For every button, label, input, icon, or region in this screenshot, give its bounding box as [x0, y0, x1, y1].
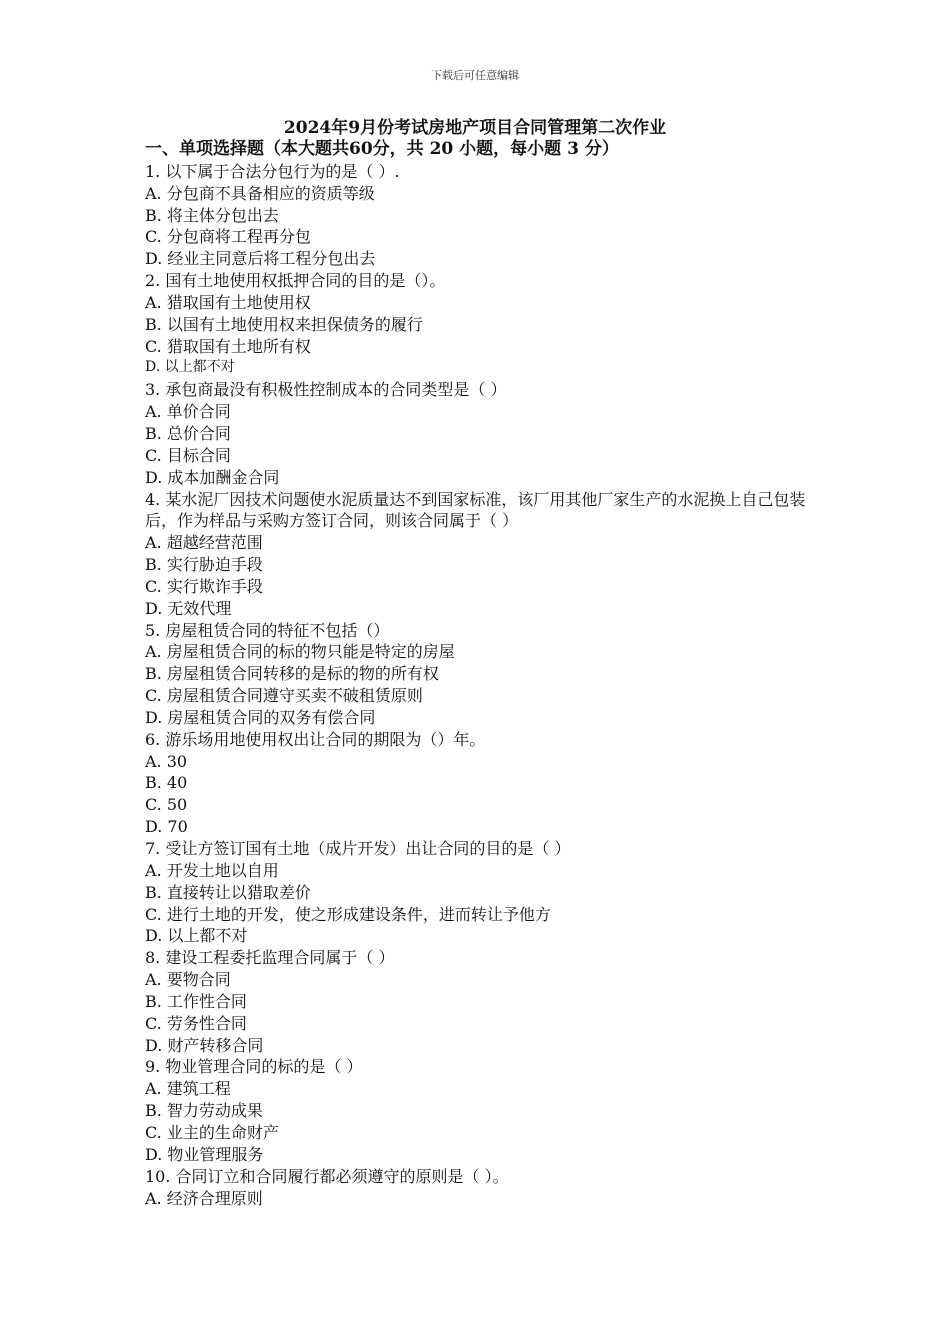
question-stem: 5. 房屋租赁合同的特征不包括（） — [145, 620, 390, 640]
question-stem: 6. 游乐场用地使用权出让合同的期限为（）年。 — [145, 729, 486, 749]
answer-option: C. 50 — [145, 795, 188, 815]
answer-option: C. 实行欺诈手段 — [145, 576, 263, 596]
question-stem: 1. 以下属于合法分包行为的是（ ）. — [145, 161, 400, 181]
question-stem: 4. 某水泥厂因技术问题使水泥质量达不到国家标准，该厂用其他厂家生产的水泥换上自己包装后，作为样品与采购方签订合同，则该合同属于（ ） — [145, 489, 806, 531]
question-stem: 9. 物业管理合同的标的是（ ） — [145, 1057, 363, 1077]
question-stem: 10. 合同订立和合同履行都必须遵守的原则是（ ）。 — [145, 1166, 509, 1186]
answer-option: D. 经业主同意后将工程分包出去 — [145, 249, 376, 269]
section-heading: 一、单项选择题（本大题共60分，共 20 小题，每小题 3 分） — [145, 139, 619, 159]
answer-option: C. 业主的生命财产 — [145, 1122, 279, 1142]
answer-option: C. 劳务性合同 — [145, 1013, 247, 1033]
answer-option: B. 总价合同 — [145, 423, 231, 443]
answer-option: D. 无效代理 — [145, 598, 232, 618]
answer-option: C. 进行土地的开发，使之形成建设条件，进而转让予他方 — [145, 904, 551, 924]
answer-option: C. 目标合同 — [145, 445, 231, 465]
answer-option: B. 以国有土地使用权来担保债务的履行 — [145, 314, 423, 334]
answer-option: A. 房屋租赁合同的标的物只能是特定的房屋 — [145, 642, 455, 662]
answer-option: A. 30 — [145, 751, 188, 771]
question-stem: 7. 受让方签订国有土地（成片开发）出让合同的目的是（ ） — [145, 839, 571, 858]
document-title: 2024年9月份考试房地产项目合同管理第二次作业 — [283, 118, 667, 138]
answer-option: A. 要物合同 — [145, 970, 231, 990]
answer-option: A. 猎取国有土地使用权 — [145, 292, 311, 312]
answer-option: B. 40 — [145, 773, 188, 793]
answer-option: D. 房屋租赁合同的双务有偿合同 — [145, 707, 376, 727]
answer-option: A. 开发土地以自用 — [145, 860, 279, 880]
answer-option: C. 房屋租赁合同遵守买卖不破租赁原则 — [145, 686, 423, 706]
answer-option: D. 以上都不对 — [145, 359, 235, 376]
answer-option: B. 工作性合同 — [145, 991, 247, 1011]
question-stem: 2. 国有土地使用权抵押合同的目的是（）。 — [145, 271, 446, 291]
answer-option: A. 单价合同 — [145, 402, 231, 422]
question-stem: 8. 建设工程委托监理合同属于（ ） — [145, 948, 395, 968]
answer-option: A. 经济合理原则 — [145, 1188, 263, 1208]
answer-option: D. 物业管理服务 — [145, 1144, 264, 1164]
question-stem: 3. 承包商最没有积极性控制成本的合同类型是（ ） — [145, 380, 507, 400]
answer-option: A. 超越经营范围 — [145, 533, 263, 553]
answer-option: C. 分包商将工程再分包 — [145, 227, 311, 247]
answer-option: C. 猎取国有土地所有权 — [145, 336, 311, 356]
answer-option: D. 财产转移合同 — [145, 1035, 264, 1055]
answer-option: A. 分包商不具备相应的资质等级 — [145, 183, 375, 203]
answer-option: D. 70 — [145, 817, 188, 837]
answer-option: D. 以上都不对 — [145, 926, 248, 946]
question-list — [145, 161, 815, 1210]
page-header-note: 下载后可任意编辑 — [431, 69, 519, 82]
answer-option: B. 智力劳动成果 — [145, 1101, 263, 1121]
answer-option: B. 房屋租赁合同转移的是标的物的所有权 — [145, 664, 439, 684]
answer-option: D. 成本加酬金合同 — [145, 467, 280, 487]
answer-option: B. 直接转让以猎取差价 — [145, 882, 311, 902]
answer-option: B. 实行胁迫手段 — [145, 555, 263, 575]
answer-option: A. 建筑工程 — [145, 1079, 231, 1099]
answer-option: B. 将主体分包出去 — [145, 205, 279, 225]
document-body — [145, 139, 815, 1209]
